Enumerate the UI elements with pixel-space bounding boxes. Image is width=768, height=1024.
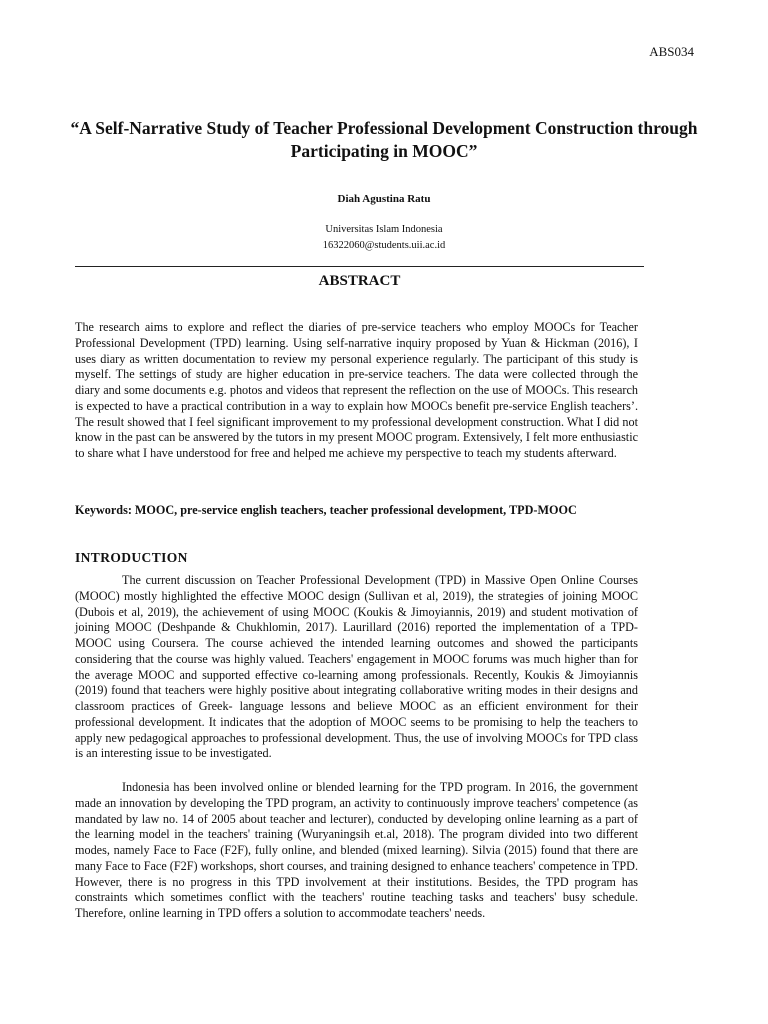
abstract-heading: ABSTRACT <box>318 273 401 289</box>
divider-rule <box>75 266 644 267</box>
introduction-heading: INTRODUCTION <box>75 550 188 565</box>
keywords-line <box>75 503 638 519</box>
abstract-text: The research aims to explore and reflect the diaries of pre-service teachers who employ MOOCs for Teacher Professional Development (TPD) learning. Using self-narrative inquiry proposed by Yuan & Hickman (2016), I uses diary as written documentation to review my personal experience regularly. The participant of this study is myself. The settings of study are higher education in pre-service teachers. The data were collected through the diary and some documents e.g. photos and videos that represent the reflection on the use of MOOCs. This research is expected to have a practical contribution in a way to explain how MOOCs benefit pre-service English teachers’. The result showed that I feel significant improvement to my professional development construction. What I did not know in the past can be answered by the tutors in my present MOOC program. Extensively, I felt more enthusiastic to share what I have understood for free and helped me achieve my perspective to teach my students afterward. <box>75 320 638 460</box>
author-name: Diah Agustina Ratu <box>337 193 431 205</box>
keywords-label: Keywords <box>75 503 128 517</box>
keywords-list: : MOOC, pre-service english teachers, teacher professional development, TPD-MOOC <box>127 503 577 517</box>
intro-paragraph-1: The current discussion on Teacher Professional Development (TPD) in Massive Open Online Courses (MOOC) mostly highlighted the effective MOOC design (Sullivan et al, 2019), the strategies of joining MOOC (Dubois et al, 2019), the achievement of using MOOC (Koukis & Jimoyiannis, 2019) and student motivation of joining MOOC (Deshpande & Chukhlomin, 2017). Laurillard (2016) reported the implementation of a TPD-MOOC using Coursera. The course achieved the intended learning outcomes and showed the participants considering that the course was highly valued. Teachers' engagement in MOOC forums was much higher than for the average MOOC and supported effective co-learning among professionals. Recently, Koukis & Jimoyiannis (2019) found that teachers were highly positive about integrating collaborative writing modes in their designs and classroom practices of Greek- language lessons and believe MOOC as an efficient environment for their professional development. It indicates that the adoption of MOOC seems to be promising to help the teachers to apply new pedagogical approaches to professional development. Thus, the use of involving MOOCs for TPD class is an interesting issue to be investigated. <box>75 573 638 761</box>
paper-title: “A Self-Narrative Study of Teacher Professional Development Construction through Participating in MOOC” <box>70 118 698 161</box>
affiliation: Universitas Islam Indonesia <box>325 224 443 235</box>
abstract-code: ABS034 <box>649 44 694 59</box>
author-affiliation-block <box>0 222 768 253</box>
intro-paragraph-2: Indonesia has been involved online or blended learning for the TPD program. In 2016, the government made an innovation by developing the TPD program, an activity to continuously improve teachers' competence (as mandated by law no. 14 of 2005 about teacher and lecturer), conducted by developing online learning as a part of the learning model in the teachers' training (Wuryaningsih et.al, 2018). The program divided into two different modes, namely Face to Face (F2F), fully online, and blended (mixed learning). Silvia (2015) found that there are many Face to Face (F2F) workshops, short courses, and training designed to enhance teachers' competence in TPD. However, there is no progress in this TPD involvement at their institutions. Besides, the TPD program has constraints which sometimes conflict with the teachers' routine teaching tasks and teachers' busy schedule. Therefore, online learning in TPD offers a solution to accommodate teachers' needs. <box>75 780 638 920</box>
author-email: 16322060@students.uii.ac.id <box>322 239 446 251</box>
